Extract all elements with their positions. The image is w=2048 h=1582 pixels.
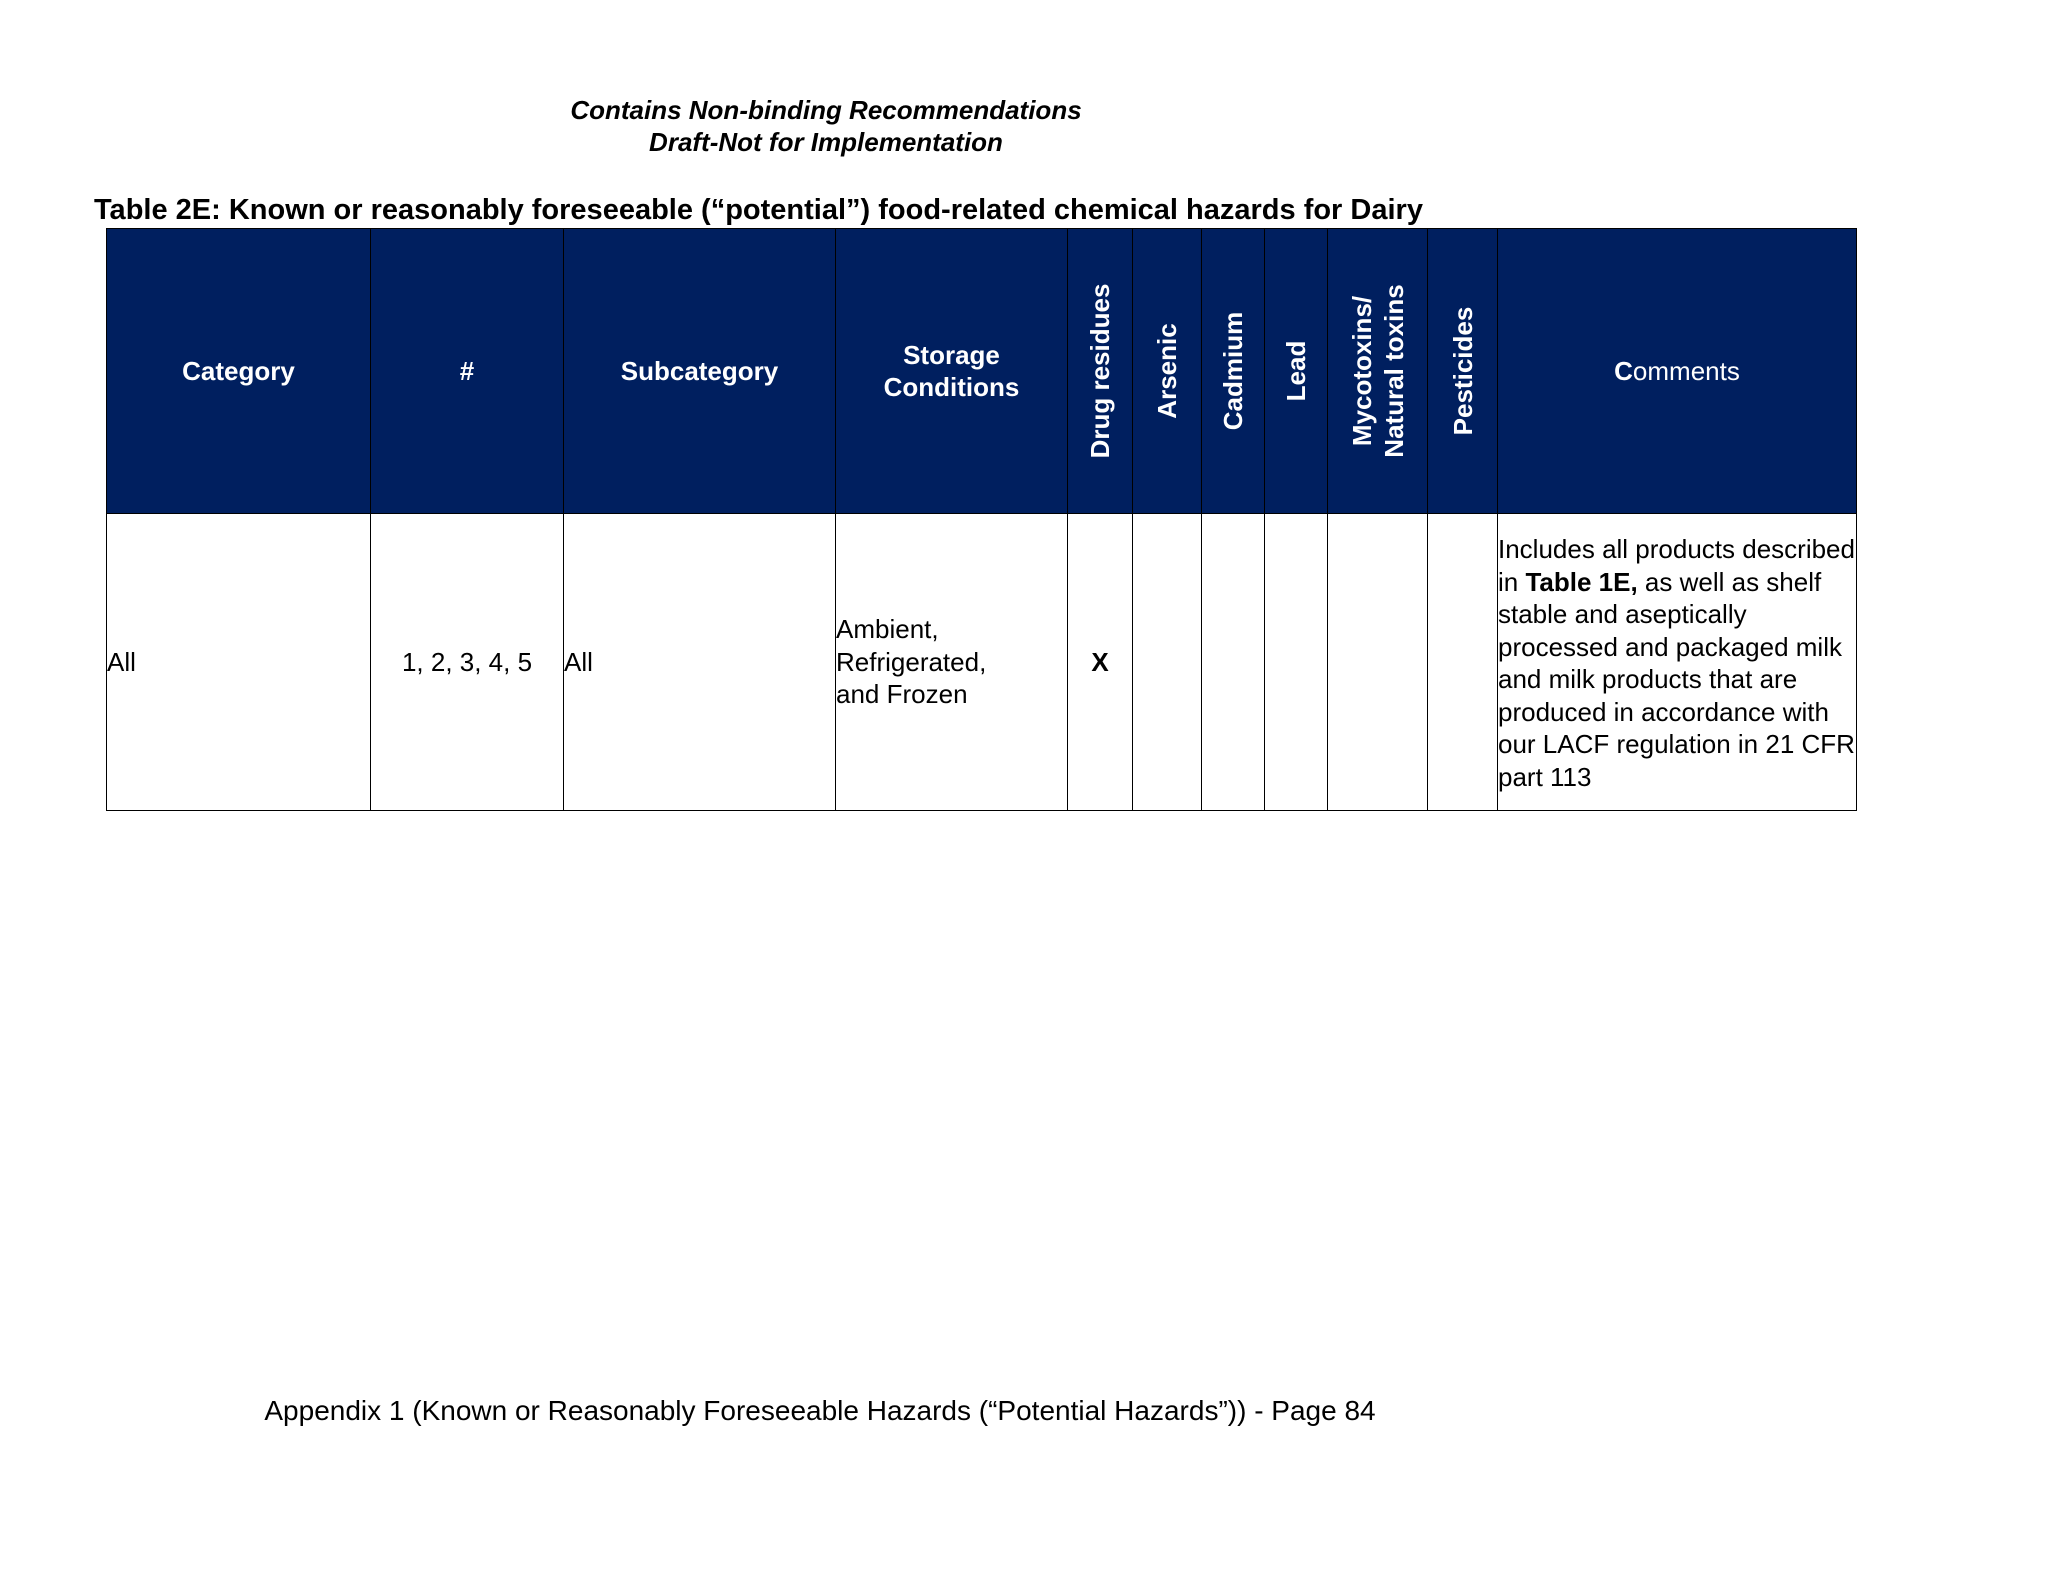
header-storage-line2: Conditions — [883, 372, 1020, 402]
table-header-row — [107, 229, 1857, 514]
cell-storage-line1: Ambient, — [836, 614, 939, 645]
header-mycotoxins-label — [1346, 241, 1410, 501]
header-arsenic — [1133, 229, 1202, 514]
cell-mycotoxins — [1328, 514, 1428, 811]
header-comments — [1498, 229, 1857, 514]
cell-pesticides — [1428, 514, 1498, 811]
footer-text: Appendix 1 (Known or Reasonably Foreseeable Hazards (“Potential Hazards”)) - Page 84 — [264, 1395, 1376, 1426]
cell-storage-conditions — [836, 514, 1068, 811]
header-storage-conditions — [836, 229, 1068, 514]
header-number: # — [371, 229, 564, 514]
header-lead-label: Lead — [1281, 340, 1311, 402]
cell-drug-residues: X — [1068, 514, 1133, 811]
chemical-hazards-table — [106, 228, 1857, 811]
table-row — [107, 514, 1857, 811]
table-title: Table 2E: Known or reasonably foreseeable (“potential”) food-related chemical hazards for Dairy — [94, 194, 1423, 226]
cell-subcategory: All — [564, 514, 836, 811]
page-footer — [0, 1394, 2048, 1428]
header-drug-residues — [1068, 229, 1133, 514]
comments-text-end: as well as shelf stable and aseptically processed and packaged milk and milk products that are produced in accordance with our LACF regulation in 21 CFR part 113 — [1498, 566, 1855, 792]
comments-text — [1498, 533, 1856, 793]
cell-comments — [1498, 514, 1857, 811]
cell-cadmium — [1202, 514, 1265, 811]
cell-category: All — [107, 514, 371, 811]
header-comments-rest: omments — [1632, 356, 1740, 386]
comments-table-reference: Table 1E, — [1525, 566, 1638, 597]
cell-storage-line2: Refrigerated, — [836, 646, 987, 677]
cell-number: 1, 2, 3, 4, 5 — [371, 514, 564, 811]
header-mycotoxins-line1: Mycotoxins/ — [1346, 295, 1377, 447]
header-mycotoxins-line2: Natural toxins — [1378, 284, 1409, 458]
cell-arsenic — [1133, 514, 1202, 811]
cell-lead — [1265, 514, 1328, 811]
header-storage-line1: Storage — [903, 340, 1000, 370]
cell-storage-line3: and Frozen — [836, 679, 968, 710]
header-pesticides — [1428, 229, 1498, 514]
header-mycotoxins — [1328, 229, 1428, 514]
header-comments-initial: C — [1614, 356, 1633, 386]
header-cadmium — [1202, 229, 1265, 514]
header-lead — [1265, 229, 1328, 514]
header-cadmium-label: Cadmium — [1218, 311, 1248, 431]
comments-text-start: Includes all products described in — [1498, 534, 1855, 597]
header-category: Category — [107, 229, 371, 514]
document-notice-nonbinding: Contains Non-binding Recommendations — [570, 95, 1082, 125]
header-drug-residues-label: Drug residues — [1085, 283, 1115, 459]
header-subcategory: Subcategory — [564, 229, 836, 514]
header-arsenic-label: Arsenic — [1152, 323, 1182, 419]
document-notice-draft: Draft-Not for Implementation — [649, 127, 1003, 157]
header-pesticides-label: Pesticides — [1447, 306, 1478, 436]
